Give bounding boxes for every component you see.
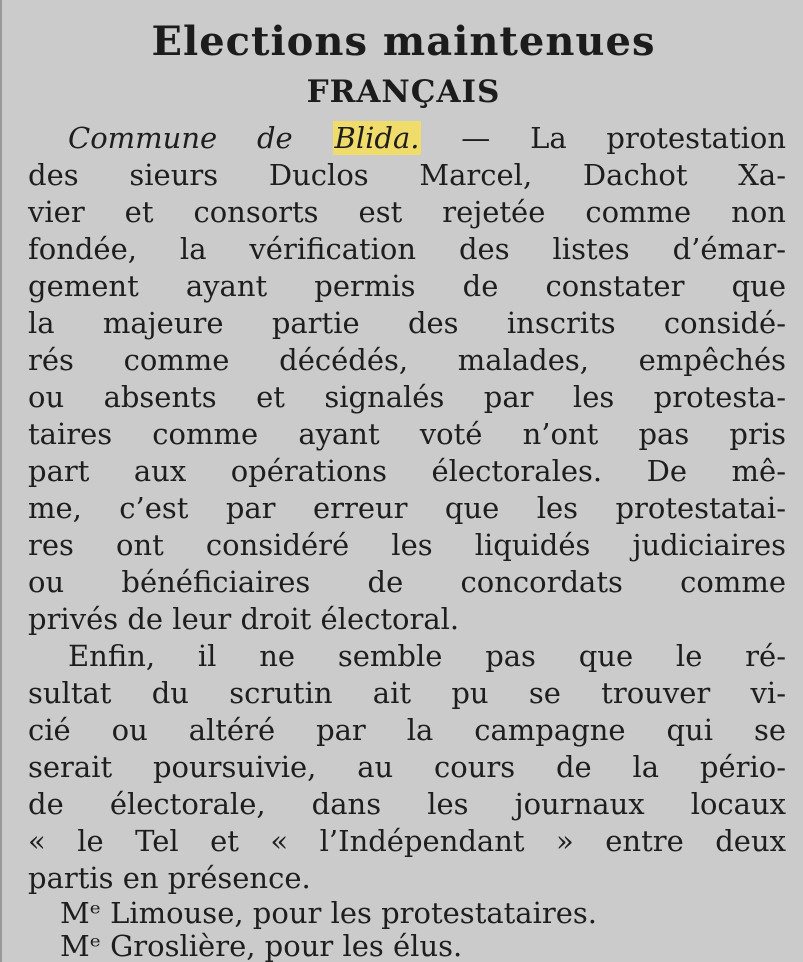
text-line: part aux opérations électorales. De mê- (28, 454, 786, 488)
text-line: sultat du scrutin ait pu se trouver vi- (28, 676, 786, 710)
text-line: des sieurs Duclos Marcel, Dachot Xa- (28, 158, 786, 192)
search-highlight: Blida. (334, 121, 420, 155)
text-line: serait poursuivie, au cours de la pério- (28, 750, 786, 784)
text-line: Mᵉ Groslière, pour les élus. (60, 929, 463, 962)
text-line (68, 120, 786, 156)
text-line: privés de leur droit électoral. (28, 602, 460, 636)
text-line: partis en présence. (28, 861, 311, 895)
text-line: Enfin, il ne semble pas que le ré- (68, 639, 786, 673)
text-line: ou absents et signalés par les protesta- (28, 380, 786, 414)
commune-label: Commune de (68, 121, 333, 155)
text-line: vier et consorts est rejetée comme non (28, 195, 786, 229)
text-line: cié ou altéré par la campagne qui se (28, 713, 786, 747)
article-title: Elections maintenues (151, 18, 656, 65)
text-line: res ont considéré les liquidés judiciaires (28, 528, 786, 562)
text-line: de électorale, dans les journaux locaux (28, 787, 786, 821)
text-line: rés comme décédés, malades, empêchés (28, 343, 786, 377)
text-line: « le Tel et « l’Indépendant » entre deux (28, 824, 786, 858)
text-line: la majeure partie des inscrits considé- (28, 306, 786, 340)
text-line: Mᵉ Limouse, pour les protestataires. (60, 896, 597, 930)
text-line-rest: — La protestation (421, 121, 787, 155)
text-line: gement ayant permis de constater que (28, 269, 786, 303)
text-line: taires comme ayant voté n’ont pas pris (28, 417, 786, 451)
text-line: ou bénéficiaires de concordats comme (28, 565, 786, 599)
text-line: fondée, la vérification des listes d’émar- (28, 232, 786, 266)
article-subtitle: FRANÇAIS (306, 74, 501, 110)
text-line: me, c’est par erreur que les protestatai- (28, 491, 786, 525)
